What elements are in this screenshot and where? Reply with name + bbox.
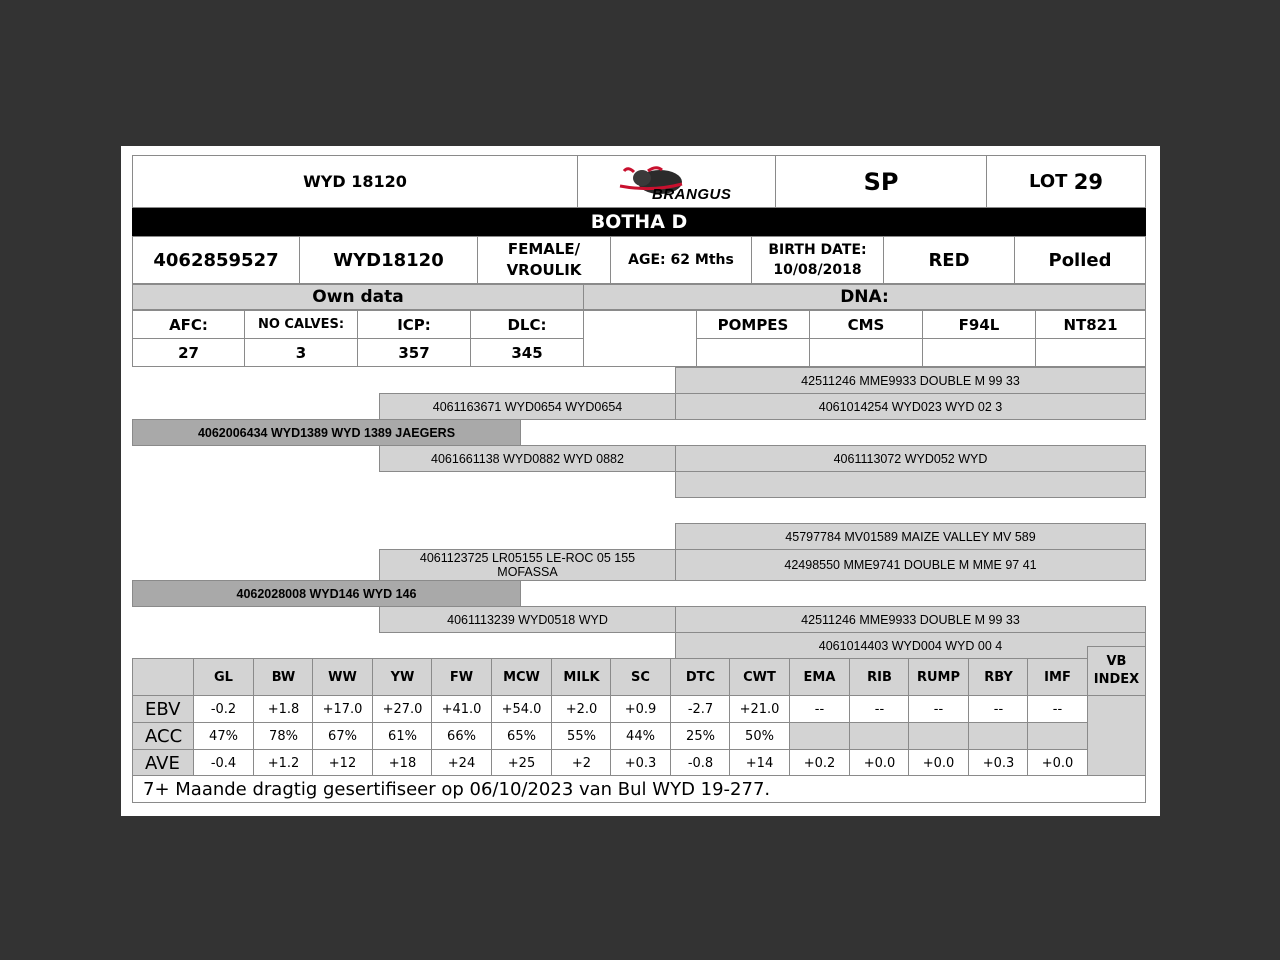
animal-code: WYD18120 <box>299 236 478 284</box>
breedplan-header: EMA <box>789 658 850 696</box>
breedplan-value: +0.0 <box>849 749 910 777</box>
pedigree-sire: 4062006434 WYD1389 WYD 1389 JAEGERS <box>132 419 521 446</box>
breedplan-row-label: ACC <box>132 722 194 750</box>
birth-date-value: 10/08/2018 <box>773 262 862 278</box>
pedigree-sire-dam: 4061661138 WYD0882 WYD 0882 <box>379 445 676 472</box>
own-data-value-afc: 27 <box>132 338 245 367</box>
breedplan-value: 65% <box>491 722 552 750</box>
sex-line2: VROULIK <box>506 261 582 279</box>
horn-status: Polled <box>1014 236 1146 284</box>
breedplan-value: +54.0 <box>491 695 552 723</box>
breedplan-value: 25% <box>670 722 731 750</box>
breedplan-value: +17.0 <box>312 695 373 723</box>
breedplan-corner <box>132 658 194 696</box>
breedplan-value: +1.2 <box>253 749 314 777</box>
breedplan-value: 67% <box>312 722 373 750</box>
breedplan-value <box>789 722 850 750</box>
breedplan-header: SC <box>610 658 671 696</box>
own-data-header-afc: AFC: <box>132 310 245 339</box>
breedplan-row-label: AVE <box>132 749 194 777</box>
breedplan-value: +2.0 <box>551 695 612 723</box>
breedplan-header: FW <box>431 658 492 696</box>
index-header-line1: VB <box>1106 654 1127 669</box>
breedplan-value: -- <box>849 695 910 723</box>
pedigree-sire-sire-dam: 4061014254 WYD023 WYD 02 3 <box>675 393 1146 420</box>
dna-title: DNA: <box>583 284 1146 310</box>
own-data-header-icp: ICP: <box>357 310 471 339</box>
color: RED <box>883 236 1015 284</box>
birth-date <box>751 236 884 284</box>
breedplan-value: +0.3 <box>968 749 1029 777</box>
pedigree-dam-sire: 4061123725 LR05155 LE-ROC 05 155 MOFASSA <box>379 549 676 581</box>
breedplan-value <box>968 722 1029 750</box>
breedplan-value: +0.3 <box>610 749 671 777</box>
bull-logo-icon <box>612 162 742 202</box>
breedplan-value: +21.0 <box>729 695 790 723</box>
sex <box>477 236 611 284</box>
breedplan-header: RIB <box>849 658 910 696</box>
breedplan-header: WW <box>312 658 373 696</box>
dna-value-pompes <box>696 338 810 367</box>
breedplan-value: +14 <box>729 749 790 777</box>
breedplan-value: 47% <box>193 722 254 750</box>
breedplan-value: 66% <box>431 722 492 750</box>
own-data-value-calves: 3 <box>244 338 358 367</box>
breedplan-value: -- <box>968 695 1029 723</box>
dna-header-nt821: NT821 <box>1035 310 1146 339</box>
own-data-header-dlc: DLC: <box>470 310 584 339</box>
breedplan-value: +1.8 <box>253 695 314 723</box>
breedplan-value <box>1027 722 1088 750</box>
lot-number <box>986 155 1146 208</box>
breedplan-value: -- <box>1027 695 1088 723</box>
dna-header-f94l: F94L <box>922 310 1036 339</box>
index-header-line2: INDEX <box>1093 672 1140 687</box>
footer-note: 7+ Maande dragtig gesertifiseer op 06/10/2023 van Bul WYD 19-277. <box>132 775 1146 803</box>
age: AGE: 62 Mths <box>610 236 752 284</box>
breedplan-value: +18 <box>372 749 433 777</box>
breedplan-value <box>849 722 910 750</box>
dna-header-cms: CMS <box>809 310 923 339</box>
breedplan-value: 61% <box>372 722 433 750</box>
own-data-value-icp: 357 <box>357 338 471 367</box>
breedplan-value: -0.4 <box>193 749 254 777</box>
pedigree-dam-dam-dam: 4061014403 WYD004 WYD 00 4 <box>675 632 1146 659</box>
breedplan-header: RBY <box>968 658 1029 696</box>
own-data-value-dlc: 345 <box>470 338 584 367</box>
breedplan-value: 78% <box>253 722 314 750</box>
pedigree-dam-sire-sire: 45797784 MV01589 MAIZE VALLEY MV 589 <box>675 523 1146 550</box>
breedplan-value: +25 <box>491 749 552 777</box>
pedigree-dam-dam: 4061113239 WYD0518 WYD <box>379 606 676 633</box>
breedplan-header: BW <box>253 658 314 696</box>
pedigree-dam-dam-sire: 42511246 MME9933 DOUBLE M 99 33 <box>675 606 1146 633</box>
animal-name: BOTHA D <box>590 211 688 233</box>
birth-date-label: BIRTH DATE: <box>768 242 867 258</box>
dna-spacer <box>583 310 697 367</box>
dna-header-pompes: POMPES <box>696 310 810 339</box>
pedigree-sire-dam-sire: 4061113072 WYD052 WYD <box>675 445 1146 472</box>
sp-label: SP <box>775 155 987 208</box>
breedplan-value: +0.0 <box>1027 749 1088 777</box>
pedigree-dam-sire-dam: 42498550 MME9741 DOUBLE M MME 97 41 <box>675 549 1146 581</box>
breedplan-value: -2.7 <box>670 695 731 723</box>
breedplan-value: +0.2 <box>789 749 850 777</box>
breedplan-header: CWT <box>729 658 790 696</box>
breedplan-index-value <box>1087 695 1146 778</box>
brangus-logo <box>577 155 776 208</box>
dna-value-f94l <box>922 338 1036 367</box>
breedplan-value: -0.2 <box>193 695 254 723</box>
breedplan-header: MILK <box>551 658 612 696</box>
registration-number: 4062859527 <box>132 236 300 284</box>
breedplan-header: MCW <box>491 658 552 696</box>
dna-value-cms <box>809 338 923 367</box>
breedplan-value <box>908 722 969 750</box>
breedplan-value: -0.8 <box>670 749 731 777</box>
own-data-title: Own data <box>132 284 584 310</box>
breedplan-value: -- <box>789 695 850 723</box>
breedplan-value: +41.0 <box>431 695 492 723</box>
breedplan-value: 55% <box>551 722 612 750</box>
lot-value: 29 <box>1073 169 1103 194</box>
breedplan-value: 44% <box>610 722 671 750</box>
breedplan-header: YW <box>372 658 433 696</box>
breedplan-value: +0.0 <box>908 749 969 777</box>
pedigree-sire-sire: 4061163671 WYD0654 WYD0654 <box>379 393 676 420</box>
animal-name-banner <box>132 208 1146 236</box>
dna-value-nt821 <box>1035 338 1146 367</box>
lot-prefix: LOT <box>1029 171 1074 192</box>
lot-card <box>121 146 1160 816</box>
breedplan-index-header <box>1087 646 1146 696</box>
pedigree-dam: 4062028008 WYD146 WYD 146 <box>132 580 521 607</box>
breedplan-value: +27.0 <box>372 695 433 723</box>
breedplan-value: 50% <box>729 722 790 750</box>
sex-line1: FEMALE/ <box>507 240 581 258</box>
own-data-header-calves: NO CALVES: <box>244 310 358 339</box>
breedplan-row-label: EBV <box>132 695 194 723</box>
breedplan-value: +12 <box>312 749 373 777</box>
breedplan-value: +24 <box>431 749 492 777</box>
breedplan-header: DTC <box>670 658 731 696</box>
pedigree-sire-sire-sire: 42511246 MME9933 DOUBLE M 99 33 <box>675 367 1146 394</box>
header-id: WYD 18120 <box>132 155 578 208</box>
logo-text: BRANGUS <box>651 185 731 202</box>
breedplan-header: RUMP <box>908 658 969 696</box>
pedigree-sire-dam-dam <box>675 471 1146 498</box>
breedplan-value: +2 <box>551 749 612 777</box>
breedplan-header: IMF <box>1027 658 1088 696</box>
breedplan-header: GL <box>193 658 254 696</box>
breedplan-value: +0.9 <box>610 695 671 723</box>
breedplan-value: -- <box>908 695 969 723</box>
